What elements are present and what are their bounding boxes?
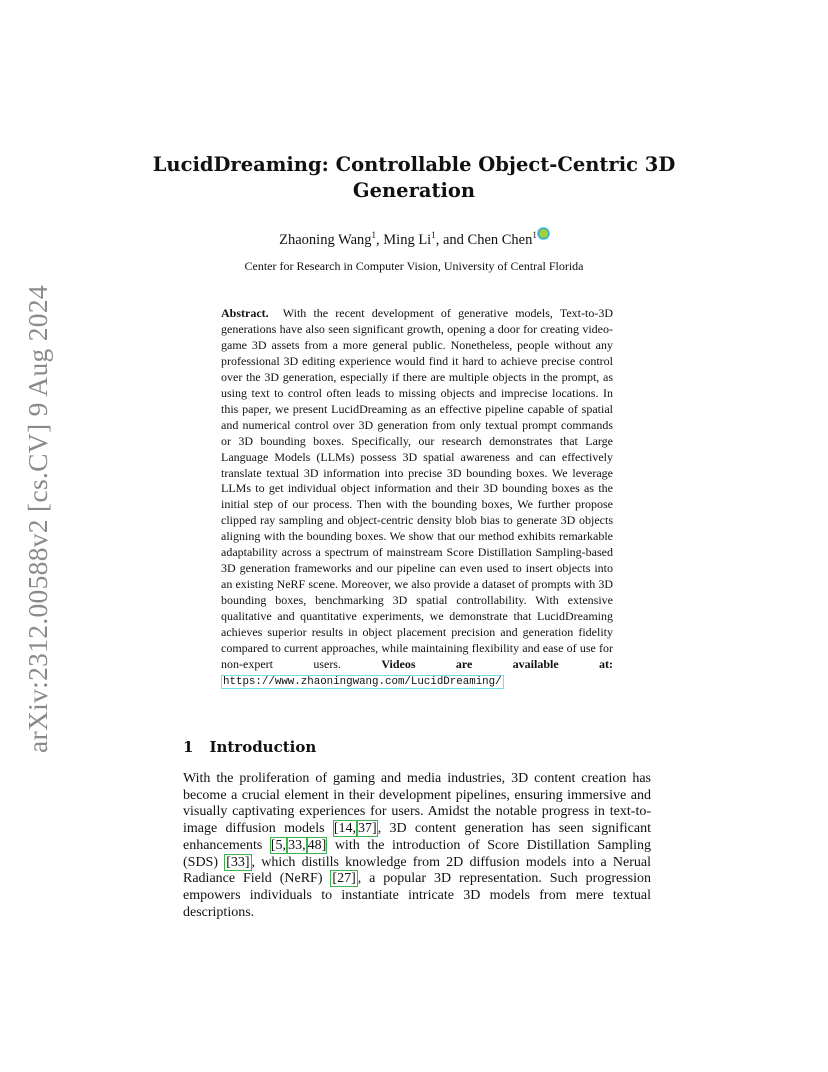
orcid-icon[interactable] bbox=[538, 228, 549, 239]
affiliation: Center for Research in Computer Vision, University of Central Florida bbox=[244, 259, 584, 273]
author-name: Ming Li bbox=[383, 232, 432, 248]
arxiv-sidebar bbox=[10, 284, 66, 754]
citation-link[interactable]: [14, bbox=[333, 821, 357, 837]
citation-link[interactable]: [27] bbox=[332, 871, 356, 887]
body-text: , a popular 3D representation. Such progression empowers individuals to instantiate intricate 3D models from mere textual descriptions. bbox=[183, 871, 651, 920]
author-separator: , and bbox=[435, 232, 468, 248]
introduction-paragraph bbox=[183, 771, 651, 921]
arxiv-identifier: arXiv:2312.00588v2 [cs.CV] 9 Aug 2024 bbox=[22, 285, 53, 753]
author-list bbox=[160, 228, 668, 249]
author-name: Chen Chen bbox=[467, 232, 533, 248]
section-title: Introduction bbox=[209, 738, 317, 756]
author-name: Zhaoning Wang bbox=[279, 232, 372, 248]
citation-link[interactable]: 37] bbox=[358, 821, 377, 837]
abstract bbox=[221, 306, 613, 691]
abstract-label: Abstract. bbox=[221, 306, 269, 320]
body-text: , which distills knowledge from 2D diffusion models into a Nerual Radiance Field (NeRF) bbox=[183, 854, 651, 887]
citation-link[interactable]: [5, bbox=[270, 837, 287, 853]
abstract-text: With the recent development of generative models, Text-to-3D generations have also seen significant growth, opening a door for creating video-game 3D assets from a more general public. Nonetheless, people without any professional 3D editing experience would find it hard to achieve precise control over the 3D generation, especially if there are multiple objects in the prompt, as using text to control often leads to missing objects and imprecise locations. In this paper, we present LucidDreaming as an effective pipeline capable of spatial and numerical control over 3D generation from only textual prompt commands or 3D bounding boxes. Specifically, our research demonstrates that Large Language Models (LLMs) possess 3D spatial awareness and can effectively translate textual 3D information into precise 3D bounding boxes. We leverage LLMs to get individual object information and their 3D bounding boxes as the initial step of our process. Then with the bounding boxes, We further propose clipped ray sampling and object-centric density blob bias to generate 3D objects aligning with the bounding boxes. We show that our method exhibits remarkable adaptability across a spectrum of mainstream Score Distillation Sampling-based 3D generation frameworks and our pipeline can even used to insert objects into an existing NeRF scene. Moreover, we also provide a dataset of prompts with 3D bounding boxes, benchmarking 3D spatial controllability. With extensive qualitative and quantitative experiments, we demonstrate that LucidDreaming achieves superior results in object placement precision and generation fidelity compared to current approaches, while maintaining flexibility and ease of use for non-expert users. bbox=[221, 306, 613, 671]
citation-link[interactable]: 33, bbox=[288, 837, 306, 853]
citation-link[interactable]: [33] bbox=[226, 854, 250, 870]
author-affiliation-mark: 1 bbox=[371, 230, 377, 241]
section-number: 1 bbox=[183, 738, 194, 756]
author-separator: , bbox=[376, 232, 384, 248]
section-heading bbox=[183, 738, 316, 756]
body-text: With the proliferation of gaming and media industries, 3D content creation has become a crucial element in their development pipelines, ensuring immersive and visually captivating experiences for users. Amidst the notable progress in text-to-image diffusion models bbox=[183, 771, 651, 837]
citation-link[interactable]: 48] bbox=[307, 837, 327, 853]
author-affiliation-mark: 1 bbox=[532, 230, 537, 241]
author-affiliation-mark: 1 bbox=[431, 230, 436, 241]
project-url-link[interactable]: https://www.zhaoningwang.com/LucidDreaming/ bbox=[223, 675, 502, 688]
body-text: , 3D content generation has seen significant enhancements bbox=[183, 821, 651, 853]
body-text: with the introduction of Score Distillation Sampling (SDS) bbox=[183, 837, 651, 870]
videos-label: Videos are available at: bbox=[381, 656, 614, 671]
paper-title: LucidDreaming: Controllable Object-Centric 3D Generation bbox=[152, 153, 676, 202]
